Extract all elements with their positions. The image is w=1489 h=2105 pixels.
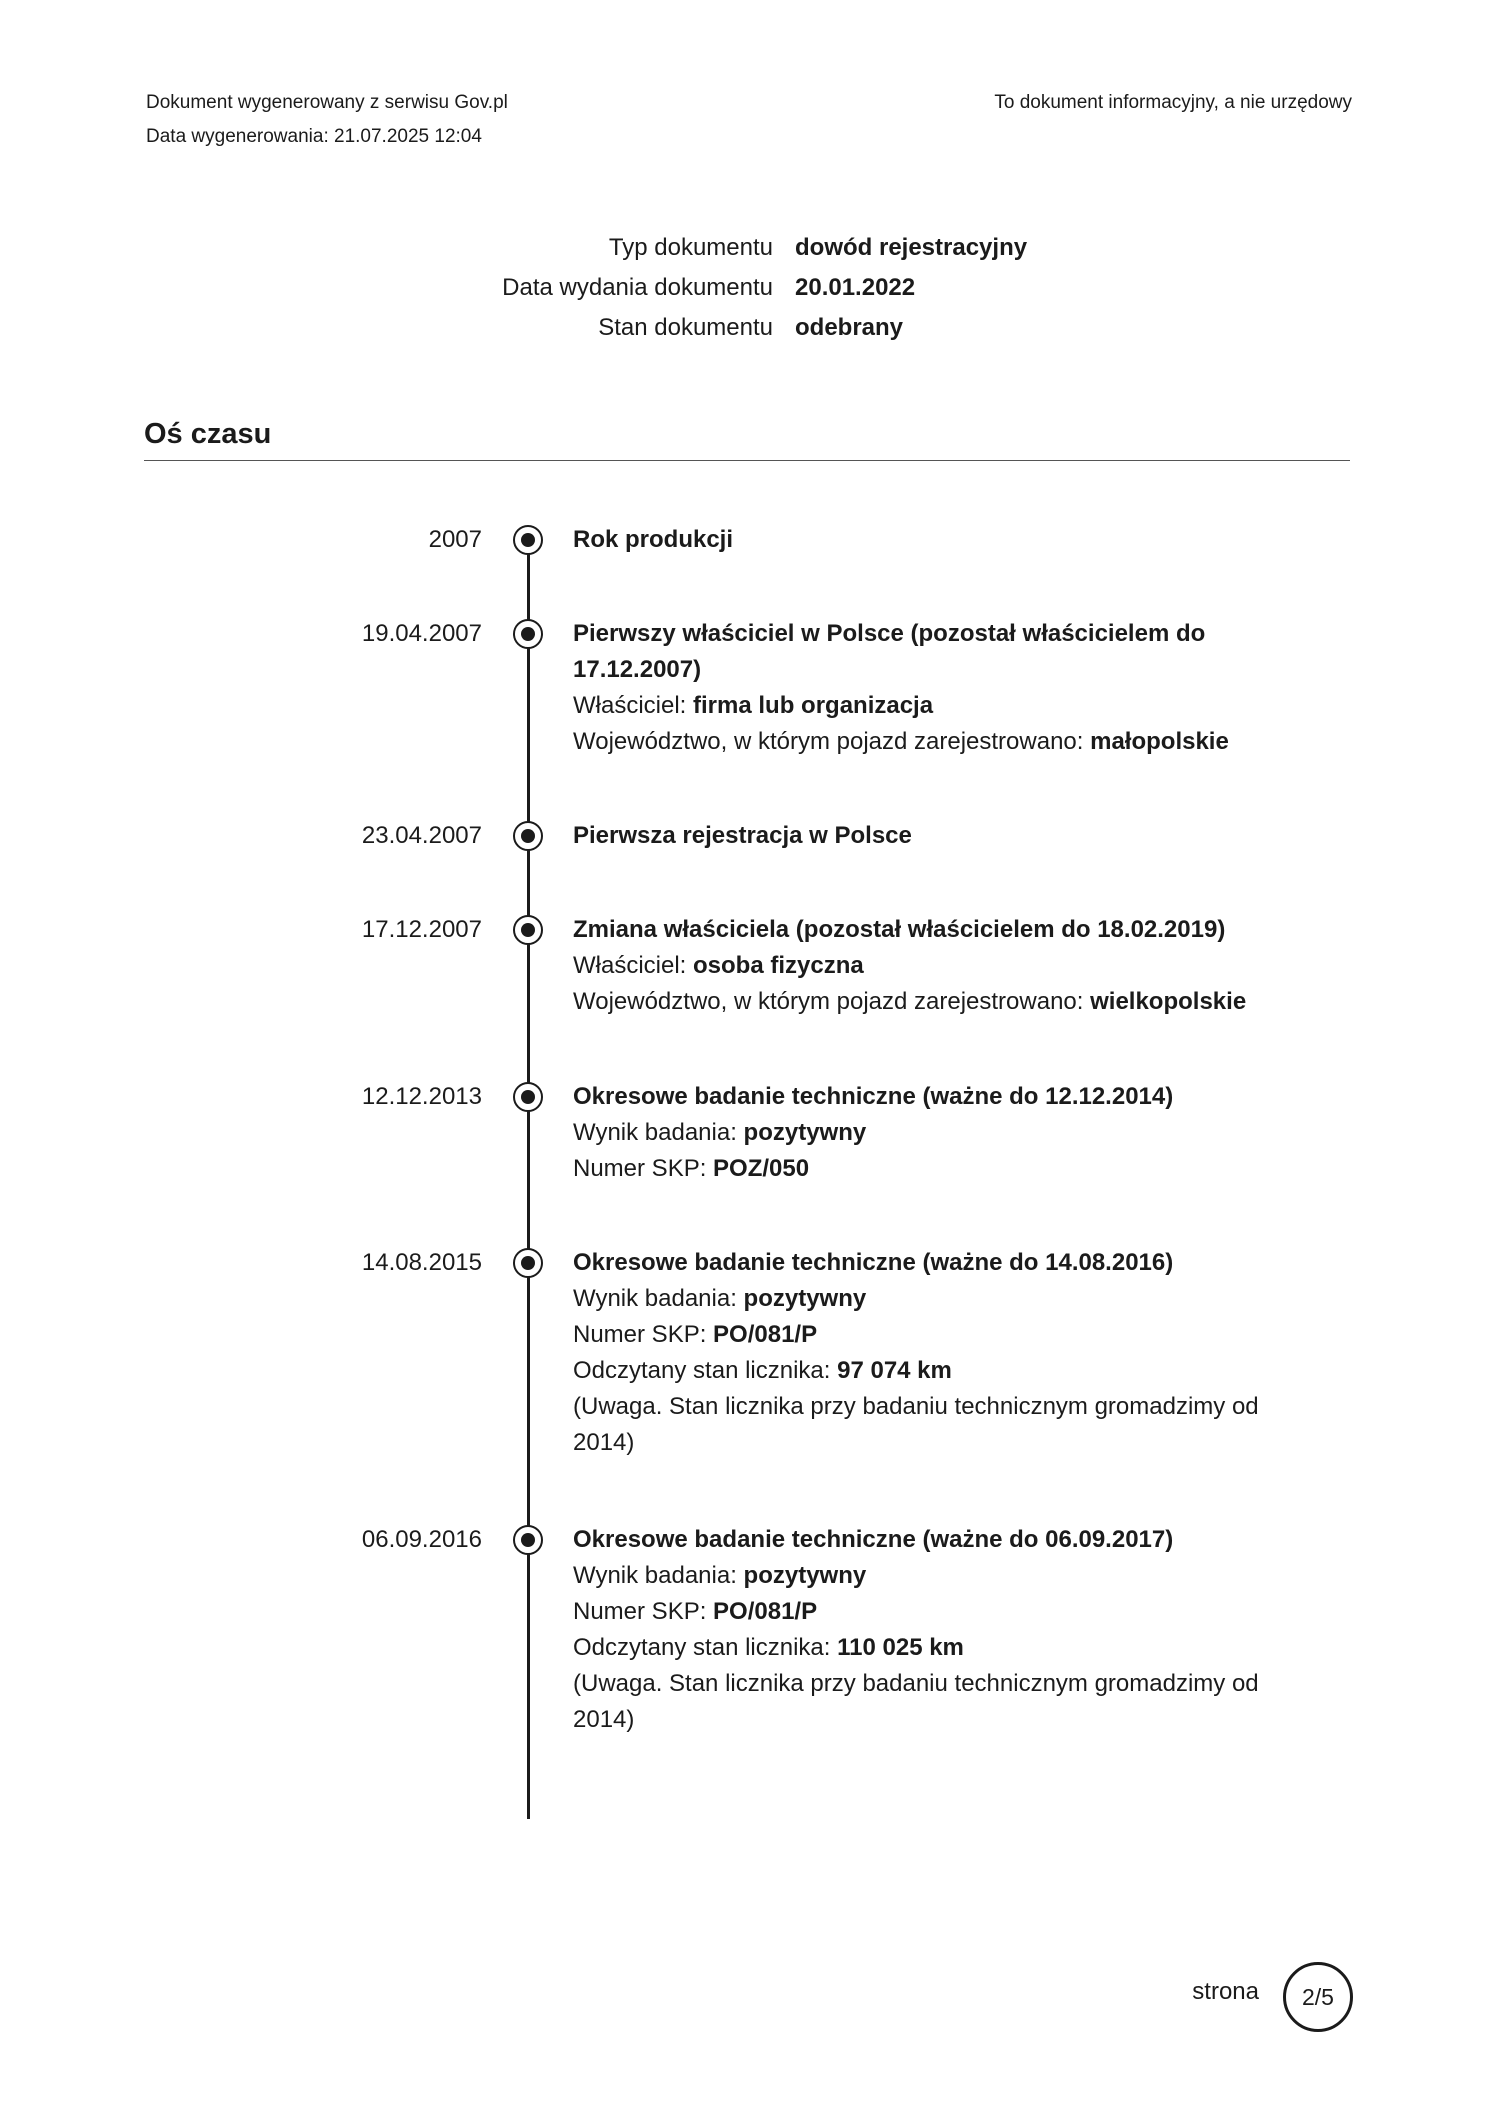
timeline-entry-title: Okresowe badanie techniczne (ważne do 14.08.2016) xyxy=(573,1249,1174,1276)
timeline-detail xyxy=(573,1317,1293,1353)
generated-value: 21.07.2025 12:04 xyxy=(334,126,482,147)
detail-value: 110 025 km xyxy=(837,1634,964,1661)
detail-value: osoba fizyczna xyxy=(693,952,864,979)
timeline-date: 2007 xyxy=(428,526,482,553)
detail-value: PO/081/P xyxy=(713,1321,818,1348)
timeline-date: 06.09.2016 xyxy=(361,1526,482,1553)
timeline-entry-body xyxy=(573,818,1293,854)
detail-value: 97 074 km xyxy=(837,1357,952,1384)
timeline-entry-title: Pierwsza rejestracja w Polsce xyxy=(573,822,912,849)
timeline-marker-icon xyxy=(513,1082,543,1112)
generated-label: Data wygenerowania: xyxy=(146,126,329,147)
info-row-status xyxy=(0,308,1489,348)
timeline-entry-title: Rok produkcji xyxy=(573,526,734,553)
timeline-detail xyxy=(573,724,1293,760)
header-disclaimer: To dokument informacyjny, a nie urzędowy xyxy=(994,92,1352,113)
info-label: Stan dokumentu xyxy=(598,314,773,341)
detail-label: (Uwaga. Stan licznika przy badaniu technicznym gromadzimy od 2014) xyxy=(573,1670,1259,1733)
detail-label: Właściciel: xyxy=(573,952,694,979)
detail-label: Odczytany stan licznika: xyxy=(573,1634,838,1661)
document-info xyxy=(0,228,1489,348)
detail-value: PO/081/P xyxy=(713,1598,818,1625)
timeline-detail xyxy=(573,948,1293,984)
header-left xyxy=(146,86,508,154)
detail-value: małopolskie xyxy=(1090,728,1229,755)
detail-label: Odczytany stan licznika: xyxy=(573,1357,838,1384)
timeline-axis xyxy=(527,541,530,1819)
timeline-entry-body xyxy=(573,1245,1293,1461)
info-value: odebrany xyxy=(795,314,904,341)
timeline-date: 23.04.2007 xyxy=(361,822,482,849)
detail-value: pozytywny xyxy=(743,1119,867,1146)
timeline-date: 19.04.2007 xyxy=(361,620,482,647)
timeline-entry-title: Okresowe badanie techniczne (ważne do 06.09.2017) xyxy=(573,1526,1174,1553)
detail-label: Wynik badania: xyxy=(573,1285,744,1312)
timeline-marker-icon xyxy=(513,821,543,851)
timeline-detail xyxy=(573,1594,1293,1630)
timeline-detail xyxy=(573,688,1293,724)
timeline-title: Oś czasu xyxy=(144,418,272,450)
timeline-marker-icon xyxy=(513,525,543,555)
detail-label: Wynik badania: xyxy=(573,1562,744,1589)
timeline-entry-title: Zmiana właściciela (pozostał właścicielem do 18.02.2019) xyxy=(573,916,1226,943)
source-text: Dokument wygenerowany z serwisu Gov.pl xyxy=(146,92,508,113)
timeline-detail xyxy=(573,1151,1293,1187)
detail-label: Numer SKP: xyxy=(573,1155,714,1182)
timeline-entry-body xyxy=(573,1522,1293,1738)
generated-date xyxy=(146,120,508,154)
info-row-type xyxy=(0,228,1489,268)
info-value: 20.01.2022 xyxy=(795,274,916,301)
timeline-detail xyxy=(573,1281,1293,1317)
timeline-marker-icon xyxy=(513,915,543,945)
detail-label: Numer SKP: xyxy=(573,1598,714,1625)
detail-value: wielkopolskie xyxy=(1090,988,1247,1015)
detail-label: (Uwaga. Stan licznika przy badaniu technicznym gromadzimy od 2014) xyxy=(573,1393,1259,1456)
timeline-entry-title: Pierwszy właściciel w Polsce (pozostał właścicielem do 17.12.2007) xyxy=(573,620,1206,683)
detail-label: Właściciel: xyxy=(573,692,694,719)
timeline-marker-icon xyxy=(513,1525,543,1555)
detail-value: pozytywny xyxy=(743,1285,867,1312)
timeline-detail xyxy=(573,984,1293,1020)
timeline-detail xyxy=(573,1666,1293,1738)
detail-value: pozytywny xyxy=(743,1562,867,1589)
timeline-detail xyxy=(573,1115,1293,1151)
info-value: dowód rejestracyjny xyxy=(795,234,1028,261)
timeline-entry-body xyxy=(573,1079,1293,1187)
section-divider xyxy=(144,460,1350,461)
timeline-marker-icon xyxy=(513,619,543,649)
info-label: Data wydania dokumentu xyxy=(502,274,773,301)
detail-value: POZ/050 xyxy=(713,1155,810,1182)
detail-label: Wynik badania: xyxy=(573,1119,744,1146)
timeline-entry-body xyxy=(573,522,1293,558)
timeline-entry-title: Okresowe badanie techniczne (ważne do 12.12.2014) xyxy=(573,1083,1174,1110)
info-label: Typ dokumentu xyxy=(608,234,773,261)
timeline-detail xyxy=(573,1630,1293,1666)
detail-label: Województwo, w którym pojazd zarejestrowano: xyxy=(573,728,1091,755)
timeline-entry-body xyxy=(573,616,1293,760)
timeline-date: 12.12.2013 xyxy=(361,1083,482,1110)
timeline-date: 17.12.2007 xyxy=(361,916,482,943)
timeline-detail xyxy=(573,1558,1293,1594)
page-label: strona xyxy=(1192,1978,1259,2005)
page-number-badge: 2/5 xyxy=(1283,1962,1353,2032)
timeline-entry-body xyxy=(573,912,1293,1020)
detail-value: firma lub organizacja xyxy=(693,692,934,719)
timeline-detail xyxy=(573,1353,1293,1389)
info-row-issue-date xyxy=(0,268,1489,308)
timeline-date: 14.08.2015 xyxy=(361,1249,482,1276)
detail-label: Województwo, w którym pojazd zarejestrowano: xyxy=(573,988,1091,1015)
timeline-detail xyxy=(573,1389,1293,1461)
timeline-marker-icon xyxy=(513,1248,543,1278)
detail-label: Numer SKP: xyxy=(573,1321,714,1348)
